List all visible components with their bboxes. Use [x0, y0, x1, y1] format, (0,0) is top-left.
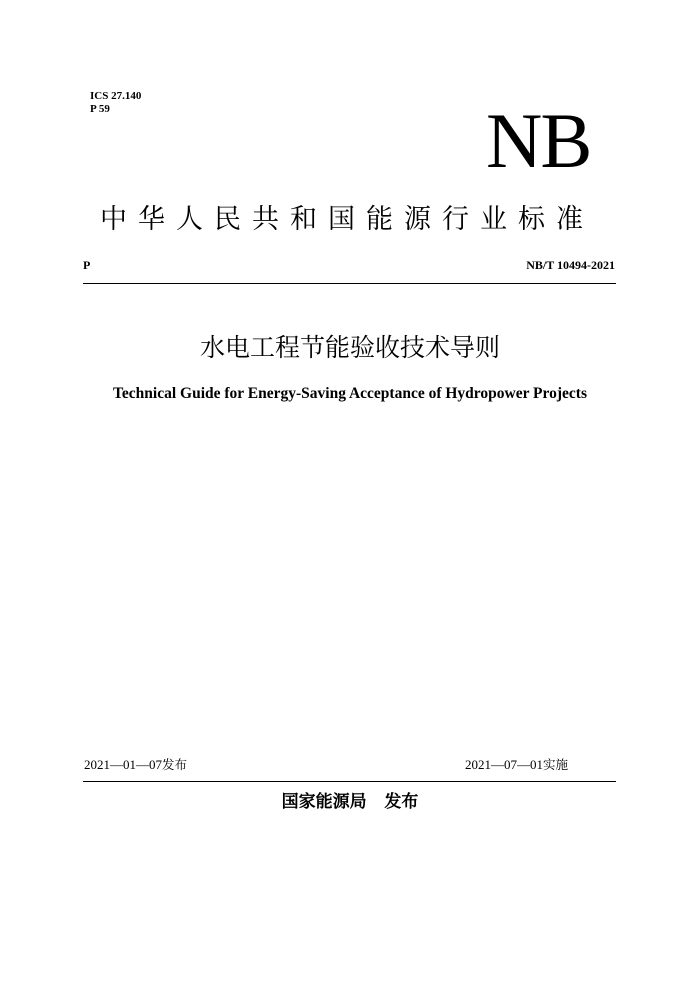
top-divider: [83, 283, 616, 284]
ccs-code: P 59: [90, 103, 110, 115]
publisher-name: 国家能源局: [281, 792, 367, 812]
issue-date-line: [84, 755, 187, 773]
publisher-action: 发布: [384, 792, 419, 812]
bottom-divider: [83, 781, 616, 782]
standard-number: NB/T 10494-2021: [526, 258, 615, 272]
ics-code: ICS 27.140: [90, 90, 142, 102]
classification-code: P: [83, 258, 91, 272]
ics-block: [90, 90, 141, 116]
document-title-english: Technical Guide for Energy-Saving Acceptance of Hydropower Projects: [112, 385, 587, 402]
issue-date: 2021—01—07: [84, 757, 162, 772]
issue-label: 发布: [162, 757, 188, 772]
nb-standard-mark: NB: [486, 97, 591, 184]
implementation-date-line: [465, 755, 568, 773]
implementation-label: 实施: [543, 757, 569, 772]
standard-category: 中华人民共和国能源行业标准: [100, 204, 594, 235]
implementation-date: 2021—07—01: [465, 757, 543, 772]
publisher-line: [0, 790, 700, 814]
document-title-chinese: 水电工程节能验收技术导则: [199, 333, 500, 362]
